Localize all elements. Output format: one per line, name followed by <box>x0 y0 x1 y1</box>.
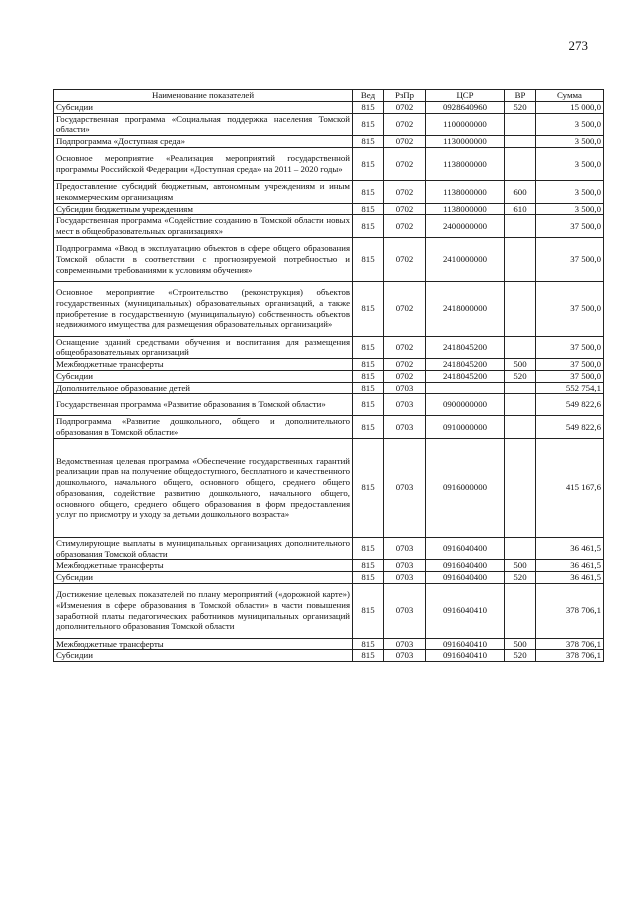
table-row <box>54 560 604 572</box>
indicator-name: Стимулирующие выплаты в муниципальных организациях дополнительного образования Томской области <box>54 537 353 559</box>
csr-code: 0916000000 <box>426 438 505 537</box>
rzpr-code: 0703 <box>384 638 426 650</box>
amount: 378 706,1 <box>536 583 604 638</box>
ved-code: 815 <box>353 102 384 114</box>
table-row <box>54 571 604 583</box>
vr-code <box>505 583 536 638</box>
table-row <box>54 359 604 371</box>
vr-code <box>505 148 536 181</box>
ved-code: 815 <box>353 237 384 281</box>
amount: 37 500,0 <box>536 215 604 237</box>
indicator-name: Субсидии <box>54 370 353 382</box>
indicator-name: Основное мероприятие «Реализация мероприятий государственной программы Российской Федерации «Доступная среда» на 2011 – 2020 годы» <box>54 148 353 181</box>
table-row <box>54 650 604 662</box>
ved-code: 815 <box>353 638 384 650</box>
table-row <box>54 281 604 336</box>
rzpr-code: 0702 <box>384 215 426 237</box>
vr-code <box>505 136 536 148</box>
vr-code: 500 <box>505 560 536 572</box>
table-row <box>54 394 604 416</box>
indicator-name: Подпрограмма «Ввод в эксплуатацию объектов в сфере общего образования Томской области в соответствии с прогнозируемой потребностью и современными требованиями к условиям обучения» <box>54 237 353 281</box>
csr-code: 2418000000 <box>426 281 505 336</box>
page-number: 273 <box>568 38 588 53</box>
table-row <box>54 181 604 203</box>
indicator-name: Достижение целевых показателей по плану мероприятий («дорожной карте») «Изменения в сфере образования в Томской области» в части повышения заработной платы педагогических работников муниципальных организаций дополнительного образования Томской области <box>54 583 353 638</box>
rzpr-code: 0703 <box>384 438 426 537</box>
csr-code: 1130000000 <box>426 136 505 148</box>
vr-code: 520 <box>505 571 536 583</box>
header-vr: ВР <box>505 90 536 102</box>
ved-code: 815 <box>353 181 384 203</box>
table-row <box>54 215 604 237</box>
indicator-name: Дополнительное образование детей <box>54 382 353 394</box>
csr-code: 0910000000 <box>426 416 505 438</box>
indicator-name: Государственная программа «Содействие созданию в Томской области новых мест в общеобразовательных организациях» <box>54 215 353 237</box>
table-row <box>54 113 604 135</box>
amount: 552 754,1 <box>536 382 604 394</box>
indicator-name: Межбюджетные трансферты <box>54 560 353 572</box>
amount: 36 461,5 <box>536 560 604 572</box>
csr-code: 0928640960 <box>426 102 505 114</box>
table-row <box>54 102 604 114</box>
csr-code <box>426 382 505 394</box>
vr-code: 520 <box>505 650 536 662</box>
vr-code <box>505 113 536 135</box>
csr-code: 0916040400 <box>426 560 505 572</box>
vr-code <box>505 438 536 537</box>
ved-code: 815 <box>353 215 384 237</box>
vr-code: 520 <box>505 102 536 114</box>
table-row <box>54 638 604 650</box>
csr-code: 0916040410 <box>426 650 505 662</box>
ved-code: 815 <box>353 148 384 181</box>
ved-code: 815 <box>353 394 384 416</box>
budget-table <box>53 89 604 662</box>
vr-code <box>505 215 536 237</box>
csr-code: 0900000000 <box>426 394 505 416</box>
csr-code: 2400000000 <box>426 215 505 237</box>
header-ved: Вед <box>353 90 384 102</box>
header-sum: Сумма <box>536 90 604 102</box>
rzpr-code: 0703 <box>384 571 426 583</box>
amount: 37 500,0 <box>536 237 604 281</box>
table-row <box>54 136 604 148</box>
csr-code: 2418045200 <box>426 336 505 358</box>
table-row <box>54 537 604 559</box>
amount: 3 500,0 <box>536 136 604 148</box>
indicator-name: Предоставление субсидий бюджетным, автономным учреждениям и иным некоммерческим организациям <box>54 181 353 203</box>
amount: 15 000,0 <box>536 102 604 114</box>
csr-code: 1138000000 <box>426 203 505 215</box>
rzpr-code: 0703 <box>384 394 426 416</box>
indicator-name: Основное мероприятие «Строительство (реконструкция) объектов государственных (муниципальных) образовательных организаций, а также приобретение в государственную (муниципальную) собственность объектов недвижимого имущества для размещения образовательных организаций» <box>54 281 353 336</box>
rzpr-code: 0703 <box>384 583 426 638</box>
table-header-row <box>54 90 604 102</box>
ved-code: 815 <box>353 203 384 215</box>
csr-code: 0916040400 <box>426 571 505 583</box>
rzpr-code: 0702 <box>384 181 426 203</box>
amount: 36 461,5 <box>536 537 604 559</box>
vr-code <box>505 237 536 281</box>
amount: 37 500,0 <box>536 359 604 371</box>
vr-code <box>505 416 536 438</box>
rzpr-code: 0702 <box>384 113 426 135</box>
rzpr-code: 0702 <box>384 148 426 181</box>
indicator-name: Ведомственная целевая программа «Обеспечение государственных гарантий реализации прав на получение общедоступного, бесплатного и качественного дошкольного, начального общего, основного общего, среднего общего образования, содействие развитию дошкольного, начального общего, основного общего, среднего общего образования в форм предоставления услуг по присмотру и уходу за детьми дошкольного возраста» <box>54 438 353 537</box>
rzpr-code: 0702 <box>384 136 426 148</box>
header-name: Наименование показателей <box>54 90 353 102</box>
indicator-name: Межбюджетные трансферты <box>54 359 353 371</box>
csr-code: 0916040400 <box>426 537 505 559</box>
ved-code: 815 <box>353 650 384 662</box>
rzpr-code: 0702 <box>384 237 426 281</box>
vr-code <box>505 382 536 394</box>
amount: 415 167,6 <box>536 438 604 537</box>
indicator-name: Подпрограмма «Развитие дошкольного, общего и дополнительного образования в Томской области» <box>54 416 353 438</box>
indicator-name: Оснащение зданий средствами обучения и воспитания для размещения общеобразовательных организаций <box>54 336 353 358</box>
indicator-name: Субсидии <box>54 650 353 662</box>
table-row <box>54 148 604 181</box>
ved-code: 815 <box>353 416 384 438</box>
rzpr-code: 0703 <box>384 537 426 559</box>
vr-code <box>505 281 536 336</box>
amount: 3 500,0 <box>536 181 604 203</box>
table-row <box>54 370 604 382</box>
vr-code: 500 <box>505 638 536 650</box>
indicator-name: Субсидии <box>54 571 353 583</box>
rzpr-code: 0702 <box>384 336 426 358</box>
rzpr-code: 0703 <box>384 650 426 662</box>
rzpr-code: 0703 <box>384 560 426 572</box>
ved-code: 815 <box>353 281 384 336</box>
ved-code: 815 <box>353 438 384 537</box>
table-body <box>54 102 604 662</box>
table-row <box>54 438 604 537</box>
amount: 3 500,0 <box>536 148 604 181</box>
vr-code <box>505 394 536 416</box>
rzpr-code: 0702 <box>384 370 426 382</box>
indicator-name: Государственная программа «Социальная поддержка населения Томской области» <box>54 113 353 135</box>
table-row <box>54 336 604 358</box>
ved-code: 815 <box>353 560 384 572</box>
ved-code: 815 <box>353 359 384 371</box>
ved-code: 815 <box>353 136 384 148</box>
rzpr-code: 0703 <box>384 416 426 438</box>
rzpr-code: 0703 <box>384 382 426 394</box>
ved-code: 815 <box>353 370 384 382</box>
ved-code: 815 <box>353 571 384 583</box>
indicator-name: Субсидии <box>54 102 353 114</box>
header-csr: ЦСР <box>426 90 505 102</box>
csr-code: 1138000000 <box>426 148 505 181</box>
rzpr-code: 0702 <box>384 102 426 114</box>
amount: 36 461,5 <box>536 571 604 583</box>
amount: 37 500,0 <box>536 281 604 336</box>
vr-code <box>505 336 536 358</box>
amount: 37 500,0 <box>536 336 604 358</box>
amount: 549 822,6 <box>536 394 604 416</box>
table-row <box>54 237 604 281</box>
vr-code: 610 <box>505 203 536 215</box>
indicator-name: Государственная программа «Развитие образования в Томской области» <box>54 394 353 416</box>
amount: 378 706,1 <box>536 638 604 650</box>
rzpr-code: 0702 <box>384 281 426 336</box>
csr-code: 2418045200 <box>426 370 505 382</box>
ved-code: 815 <box>353 583 384 638</box>
ved-code: 815 <box>353 382 384 394</box>
csr-code: 0916040410 <box>426 583 505 638</box>
csr-code: 1100000000 <box>426 113 505 135</box>
vr-code: 500 <box>505 359 536 371</box>
ved-code: 815 <box>353 336 384 358</box>
amount: 3 500,0 <box>536 113 604 135</box>
amount: 37 500,0 <box>536 370 604 382</box>
csr-code: 1138000000 <box>426 181 505 203</box>
table-row <box>54 382 604 394</box>
amount: 3 500,0 <box>536 203 604 215</box>
header-rzpr: РзПр <box>384 90 426 102</box>
amount: 378 706,1 <box>536 650 604 662</box>
vr-code: 520 <box>505 370 536 382</box>
indicator-name: Субсидии бюджетным учреждениям <box>54 203 353 215</box>
amount: 549 822,6 <box>536 416 604 438</box>
table-row <box>54 203 604 215</box>
indicator-name: Подпрограмма «Доступная среда» <box>54 136 353 148</box>
table-row <box>54 583 604 638</box>
csr-code: 0916040410 <box>426 638 505 650</box>
ved-code: 815 <box>353 537 384 559</box>
rzpr-code: 0702 <box>384 359 426 371</box>
indicator-name: Межбюджетные трансферты <box>54 638 353 650</box>
table-row <box>54 416 604 438</box>
csr-code: 2418045200 <box>426 359 505 371</box>
vr-code: 600 <box>505 181 536 203</box>
rzpr-code: 0702 <box>384 203 426 215</box>
ved-code: 815 <box>353 113 384 135</box>
csr-code: 2410000000 <box>426 237 505 281</box>
vr-code <box>505 537 536 559</box>
